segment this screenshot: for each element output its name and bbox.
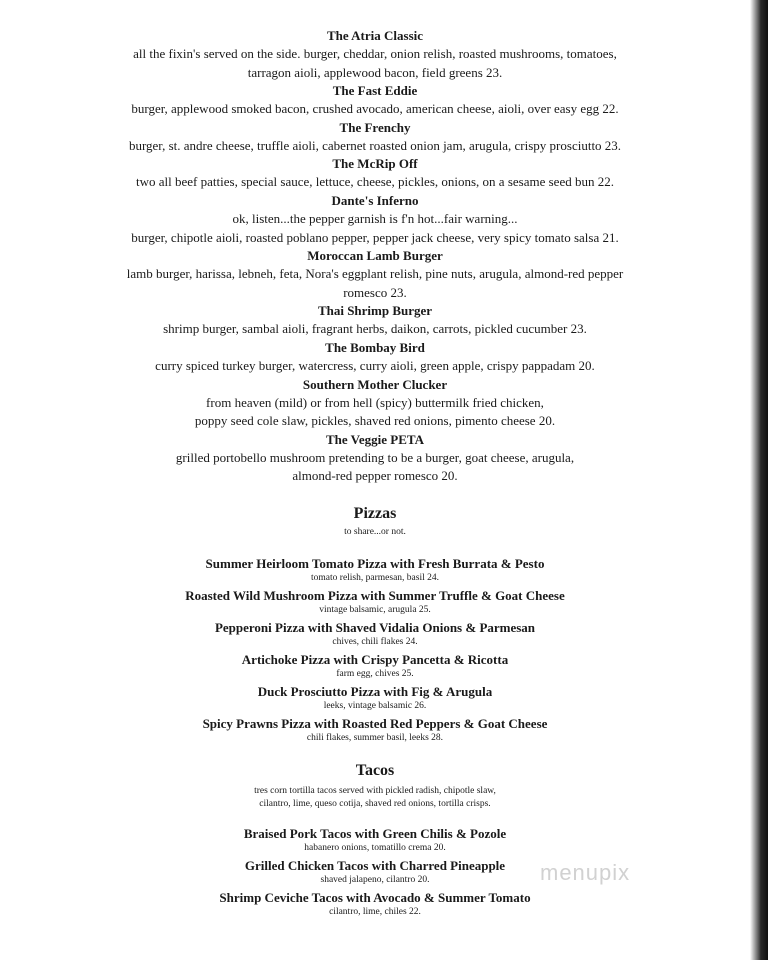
item-name: Summer Heirloom Tomato Pizza with Fresh Burrata & Pesto [205, 555, 545, 571]
menu-item [0, 247, 750, 302]
item-name: The McRip Off [332, 156, 418, 172]
item-desc: poppy seed cole slaw, pickles, shaved red onions, pimento cheese 20. [194, 413, 556, 429]
item-desc: tomato relish, parmesan, basil 24. [311, 572, 439, 583]
watermark-logo: menupix [540, 860, 631, 885]
menu-item [0, 555, 750, 585]
item-name: The Frenchy [339, 119, 411, 135]
page-edge-shadow [750, 0, 768, 960]
burgers-section [0, 0, 750, 486]
item-desc: burger, chipotle aioli, roasted poblano pepper, pepper jack cheese, very spicy tomato salsa 21. [131, 229, 619, 245]
menu-item [0, 715, 750, 745]
section-title: Tacos [355, 761, 395, 779]
item-desc: habanero onions, tomatillo crema 20. [304, 842, 446, 853]
item-desc: leeks, vintage balsamic 26. [323, 700, 427, 711]
item-desc: grilled portobello mushroom pretending to be a burger, goat cheese, arugula, [175, 449, 575, 465]
item-name: Southern Mother Clucker [302, 376, 448, 392]
section-note: cilantro, lime, queso cotija, shaved red onions, tortilla crisps. [259, 798, 491, 809]
item-name: Pepperoni Pizza with Shaved Vidalia Onions & Parmesan [214, 619, 536, 635]
item-desc: romesco 23. [343, 284, 407, 300]
menu-item [0, 339, 750, 376]
item-name: The Veggie PETA [326, 431, 424, 447]
item-name: Grilled Chicken Tacos with Charred Pineapple [244, 857, 506, 873]
item-desc: vintage balsamic, arugula 25. [319, 604, 431, 615]
item-name: The Atria Classic [326, 28, 424, 43]
item-desc: from heaven (mild) or from hell (spicy) buttermilk fried chicken, [206, 394, 544, 410]
menu-item [0, 27, 750, 82]
item-name: Shrimp Ceviche Tacos with Avocado & Summer Tomato [219, 889, 531, 905]
menu-item [0, 857, 750, 887]
item-desc: farm egg, chives 25. [336, 668, 414, 679]
item-desc: ok, listen...the pepper garnish is f'n hot...fair warning... [232, 210, 518, 226]
item-desc: shrimp burger, sambal aioli, fragrant herbs, daikon, carrots, pickled cucumber 23. [163, 321, 587, 337]
item-name: Roasted Wild Mushroom Pizza with Summer Truffle & Goat Cheese [185, 587, 565, 603]
item-desc: burger, st. andre cheese, truffle aioli, cabernet roasted onion jam, arugula, crispy prosciutto 23. [128, 137, 622, 153]
item-desc: chili flakes, summer basil, leeks 28. [306, 732, 444, 743]
item-desc: two all beef patties, special sauce, lettuce, cheese, pickles, onions, on a sesame seed bun 22. [136, 174, 614, 190]
menu-item [0, 192, 750, 247]
section-title: Pizzas [353, 504, 397, 522]
item-name: Braised Pork Tacos with Green Chilis & Pozole [243, 825, 507, 841]
item-desc: burger, applewood smoked bacon, crushed avocado, american cheese, aioli, over easy egg 22. [131, 101, 619, 117]
menu-item [0, 889, 750, 919]
item-name: Duck Prosciutto Pizza with Fig & Arugula [257, 683, 493, 699]
menu-item [0, 376, 750, 431]
item-desc: tarragon aioli, applewood bacon, field greens 23. [247, 64, 503, 80]
item-desc: chives, chili flakes 24. [332, 636, 418, 647]
item-name: Thai Shrimp Burger [317, 303, 433, 319]
item-name: The Fast Eddie [332, 83, 418, 99]
item-desc: almond-red pepper romesco 20. [292, 468, 458, 484]
item-desc: cilantro, lime, chiles 22. [329, 906, 421, 917]
menu-item [0, 651, 750, 681]
menu-item [0, 82, 750, 119]
item-desc: lamb burger, harissa, lebneh, feta, Nora's eggplant relish, pine nuts, arugula, almond-red pepper [126, 266, 624, 282]
menu-item [0, 431, 750, 486]
section-note: to share...or not. [344, 526, 406, 537]
menu-item [0, 825, 750, 855]
menu-item [0, 587, 750, 617]
menu-item [0, 155, 750, 192]
menu-item [0, 119, 750, 156]
tacos-section [0, 761, 750, 919]
item-name: Spicy Prawns Pizza with Roasted Red Peppers & Goat Cheese [202, 715, 548, 731]
item-desc: shaved jalapeno, cilantro 20. [320, 874, 430, 885]
item-name: The Bombay Bird [325, 339, 425, 355]
menu-item [0, 683, 750, 713]
item-name: Artichoke Pizza with Crispy Pancetta & Ricotta [241, 651, 509, 667]
item-name: Moroccan Lamb Burger [307, 248, 443, 264]
pizzas-section [0, 504, 750, 745]
item-desc: all the fixin's served on the side. burger, cheddar, onion relish, roasted mushrooms, tomatoes, [133, 46, 617, 61]
item-desc: curry spiced turkey burger, watercress, curry aioli, green apple, crispy pappadam 20. [155, 357, 595, 373]
item-name: Dante's Inferno [331, 192, 419, 208]
menu-item [0, 302, 750, 339]
section-note: tres corn tortilla tacos served with pickled radish, chipotle slaw, [254, 785, 496, 796]
menu-item [0, 619, 750, 649]
